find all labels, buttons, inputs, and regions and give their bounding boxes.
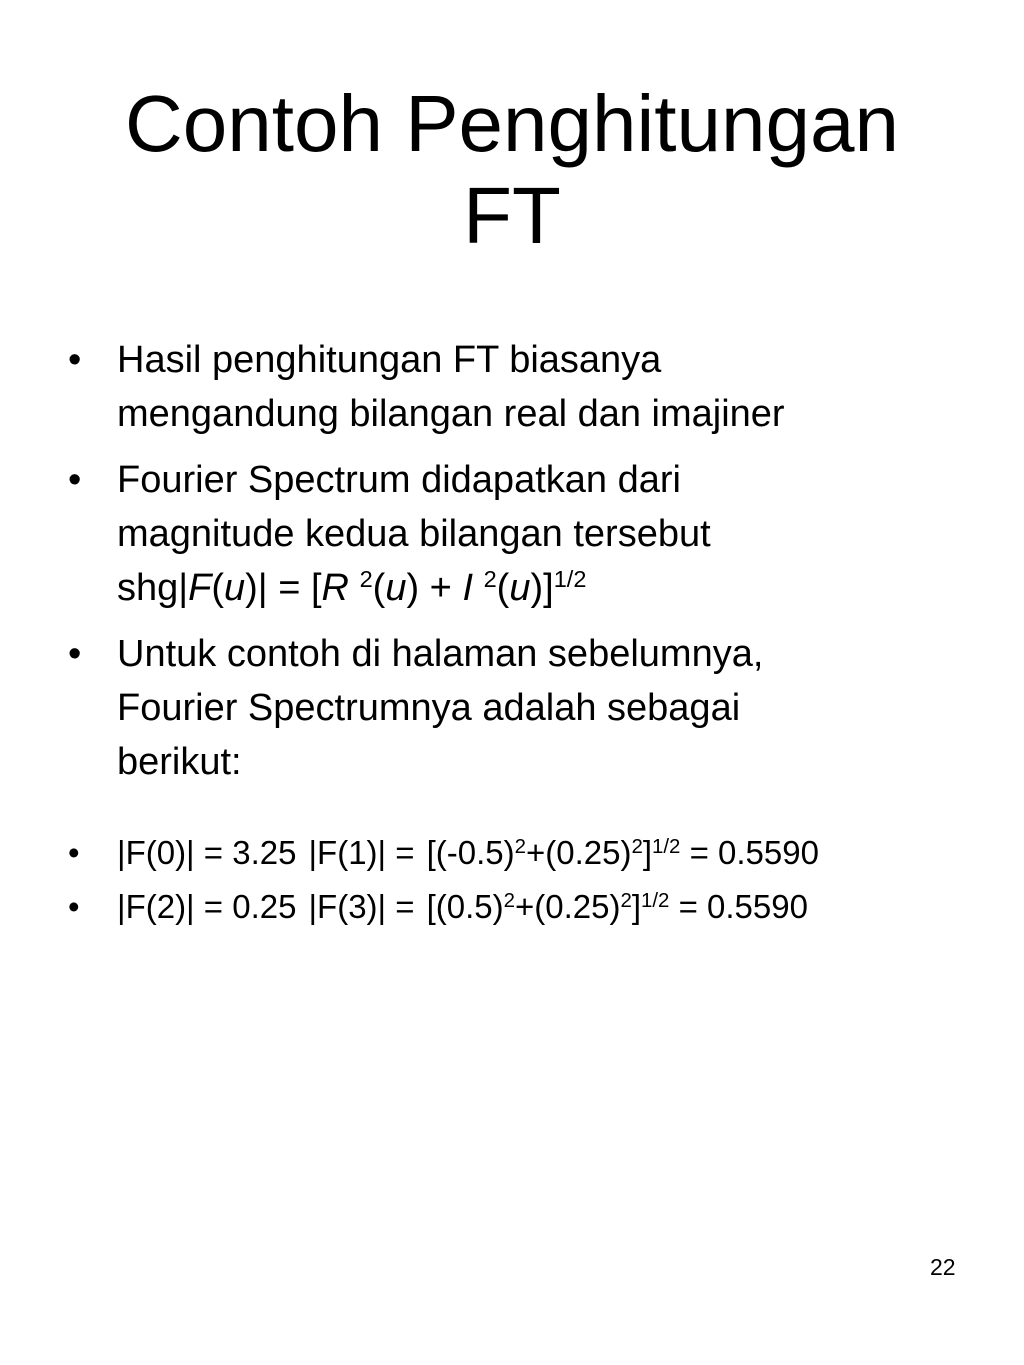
slide-title-line-1: Contoh Penghitungan xyxy=(125,79,899,168)
result-exponent: 1/2 xyxy=(651,834,681,858)
bullet-item-example xyxy=(0,627,1024,789)
formula-text: ) + xyxy=(406,567,463,609)
slide-title xyxy=(0,78,1024,262)
formula-symbol-i: I xyxy=(462,567,473,609)
formula-exponent: 2 xyxy=(359,566,373,593)
formula-symbol-r: R xyxy=(321,567,349,609)
formula-prefix: shg| xyxy=(117,567,189,609)
result-exponent: 2 xyxy=(514,834,526,858)
result-expr: ] xyxy=(631,888,641,925)
formula-text: )] xyxy=(530,567,554,609)
result-expr: +(0.25) xyxy=(525,834,632,871)
result-expr: [(-0.5) xyxy=(426,834,515,871)
result-exponent: 1/2 xyxy=(641,888,670,912)
bullet-marker: • xyxy=(68,339,82,381)
result-exponent: 2 xyxy=(503,888,515,912)
formula-paren: ( xyxy=(211,567,225,609)
result-value: = 0.5590 xyxy=(669,888,808,925)
bullet-text-line: magnitude kedua bilangan tersebut xyxy=(117,513,711,555)
spectrum-formula xyxy=(117,561,1024,615)
result-value: = 0.5590 xyxy=(680,834,819,871)
formula-symbol-u: u xyxy=(385,567,407,609)
result-item-f0-f1 xyxy=(0,831,1024,875)
bullet-marker: • xyxy=(68,459,82,501)
result-value-a: |F(2)| = 0.25 xyxy=(117,888,297,925)
formula-exponent: 1/2 xyxy=(553,566,587,593)
bullet-marker: • xyxy=(68,888,80,925)
bullet-item-ft-result xyxy=(0,333,1024,441)
bullet-text-line: mengandung bilangan real dan imajiner xyxy=(117,393,785,435)
bullet-text-line: Fourier Spectrum didapatkan dari xyxy=(117,459,681,501)
bullet-text-line: Untuk contoh di halaman sebelumnya, xyxy=(117,633,764,675)
result-expr: +(0.25) xyxy=(514,888,621,925)
formula-exponent: 2 xyxy=(483,566,497,593)
result-line xyxy=(117,885,1024,929)
formula-text: )| = [ xyxy=(245,567,322,609)
result-exponent: 2 xyxy=(620,888,632,912)
result-expr: [(0.5) xyxy=(426,888,504,925)
page-number: 22 xyxy=(930,1254,956,1280)
bullet-marker: • xyxy=(68,834,80,871)
bullet-item-fourier-spectrum xyxy=(0,453,1024,615)
slide-title-line-2: FT xyxy=(463,171,561,260)
bullet-list xyxy=(0,333,1024,929)
result-exponent: 2 xyxy=(631,834,643,858)
formula-symbol-u: u xyxy=(509,567,531,609)
result-value-b: |F(3)| = xyxy=(308,888,415,925)
formula-paren: ( xyxy=(372,567,386,609)
result-expr: ] xyxy=(642,834,652,871)
bullet-text-line: berikut: xyxy=(117,741,242,783)
formula-symbol-f: F xyxy=(188,567,212,609)
result-value-b: |F(1)| = xyxy=(308,834,415,871)
result-line xyxy=(117,831,1024,875)
bullet-text-line: Hasil penghitungan FT biasanya xyxy=(117,339,662,381)
result-item-f2-f3 xyxy=(0,885,1024,929)
result-value-a: |F(0)| = 3.25 xyxy=(117,834,297,871)
formula-paren: ( xyxy=(496,567,510,609)
bullet-text-line: Fourier Spectrumnya adalah sebagai xyxy=(117,687,741,729)
bullet-marker: • xyxy=(68,633,82,675)
formula-symbol-u: u xyxy=(224,567,246,609)
